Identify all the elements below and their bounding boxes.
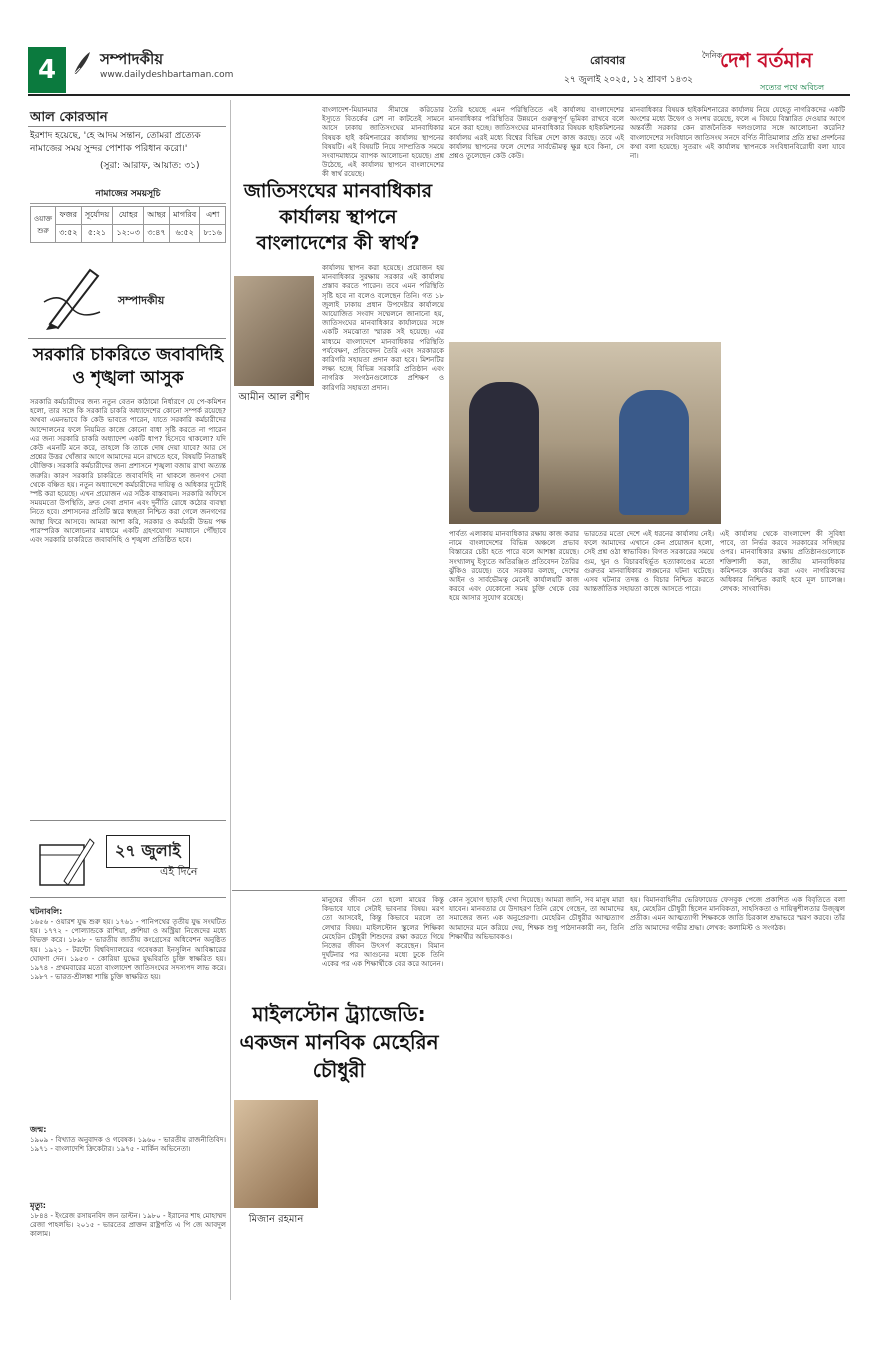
this-day-date: ২৭ জুলাই (106, 835, 190, 868)
prayer-title: নামাজের সময়সূচি (30, 186, 226, 204)
editorial-headline: সরকারি চাকরিতে জবাবদিহি ও শৃঙ্খলা আসুক (33, 345, 223, 388)
quill-icon (72, 50, 92, 76)
section-title: সম্পাদকীয় (100, 50, 164, 68)
prayer-name: এশা (200, 207, 226, 225)
prayer-time: ৫:২১ (81, 225, 113, 243)
article1-author-photo (234, 276, 314, 386)
prayer-table (30, 206, 226, 243)
events-list: ১৬৫৬ - ওয়ারশ যুদ্ধ শুরু হয়। ১৭৬১ - পানিপথের তৃতীয় যুদ্ধ সংঘটিত হয়। ১৭৭২ - পোল্যান্ডকে রাশিয়া, প্রুশিয়া ও অস্ট্রিয়া নিজেদের মধ্যে বিভক্ত করে। ১৮৯৮ - ভারতীয় জাতীয় কংগ্রেসের অধিবেশন অনুষ্ঠিত হয়। ১৯২১ - টরন্টো বিশ্ববিদ্যালয়ের গবেষকরা ইনসুলিন আবিষ্কারের ঘোষণা দেন। ১৯৫৩ - কোরিয়া যুদ্ধের যুদ্ধবিরতি চুক্তি স্বাক্ষরিত হয়। ১৯৭৪ - প্রথমবারের মতো বাংলাদেশ জাতিসংঘের সদস্যপদ লাভ করে। ১৯৮৭ - ভারত-শ্রীলঙ্কা শান্তি চুক্তি স্বাক্ষরিত হয়। (30, 918, 226, 982)
prayer-time: ৮:১৬ (200, 225, 226, 243)
editorial-banner: সম্পাদকীয় (118, 294, 165, 307)
article1-lower-col4: এই কার্যালয় থেকে বাংলাদেশ কী সুবিধা পাবে, তা নির্ভর করবে সরকারের সদিচ্ছার ওপর। মানবাধিকার রক্ষায় প্রতিষ্ঠানগুলোকে শক্তিশালী করা, জাতীয় মানবাধিকার কমিশনকে কার্যকর করা এবং নাগরিকদের অধিকার নিশ্চিত করাই হবে মূল চ্যালেঞ্জ। লেখক: সাংবাদিক। (720, 530, 845, 594)
article2-headline: মাইলস্টোন ট্র্যাজেডি: একজন মানবিক মেহেরিন চৌধুরী (239, 1002, 439, 1082)
article-separator (232, 890, 847, 891)
article1-col1: বাংলাদেশ-মিয়ানমার সীমান্তে করিডোর ইস্যুতে বিতর্কের রেশ না কাটতেই সামনে আসে ঢাকায় জাতিসংঘের মানবাধিকার বিষয়ক হাই কমিশনারের কার্যালয় স্থাপনের বিষয়টি। এই বিষয়টি নিয়ে সাম্প্রতিক সময়ে সংবাদমাধ্যমে ব্যাপক আলোচনা হয়েছে। প্রশ্ন উঠেছে, এই কার্যালয় স্থাপনে বাংলাদেশের কী স্বার্থ রয়েছে। (322, 106, 444, 179)
article1-col3: তৈরি হয়েছে এমন পরিস্থিতিতে এই কার্যালয় বাংলাদেশের মানবাধিকার পরিস্থিতির উন্নয়নে গুরুত্বপূর্ণ ভূমিকা রাখবে বলে মনে করা হচ্ছে। জাতিসংঘের মানবাধিকার বিষয়ক হাইকমিশনের কার্যালয় এরই মধ্যে বিশ্বের বিভিন্ন দেশে কাজ করছে। তবে এই কার্যালয় স্থাপনের ফলে দেশের সার্বভৌমত্ব ক্ষুণ্ণ হবে কিনা, সে প্রশ্নও তুলেছেন কেউ কেউ। (449, 106, 624, 161)
paper-name: দেশ বর্তমান (720, 48, 813, 72)
header-rule (28, 94, 850, 96)
prayer-time: ৬:৫২ (169, 225, 199, 243)
prayer-time: ১২:০৩ (113, 225, 144, 243)
photo-figure-right (619, 390, 689, 515)
births-label: জন্ম: (30, 1125, 47, 1134)
photo-figure-left (469, 382, 539, 512)
article1-author: আমীন আল রশীদ (238, 392, 310, 403)
article1-lower-col2: পার্বত্য এলাকায় মানবাধিকার রক্ষায় কাজ করার নামে বাংলাদেশের বিভিন্ন অঞ্চলে প্রভাব বিস্তারের চেষ্টা হতে পারে বলে আশঙ্কা রয়েছে। সংখ্যালঘু ইস্যুতে অতিরঞ্জিত প্রতিবেদন তৈরির ঝুঁকিও রয়েছে। তবে সরকার বলছে, দেশের আইন ও সার্বভৌমত্ব মেনেই কার্যালয়টি কাজ করবে এবং যেকোনো সময় চুক্তি থেকে বের হয়ে আসার সুযোগ রয়েছে। (449, 530, 579, 603)
article2-col1: মানুষের জীবন তো হলো মায়ের কিন্তু কিভাবে যাবে সেটাই ভাবনার বিষয়। মরণ তো আসবেই, কিন্তু কিভাবে মরলে তা লেখার বিষয়। মাইলস্টোন স্কুলের শিক্ষিকা মেহেরিন চৌধুরী শিশুদের রক্ষা করতে গিয়ে নিজের জীবন উৎসর্গ করেছেন। বিমান দুর্ঘটনার পর আগুনের মধ্যে ঢুকে তিনি একের পর এক শিক্ষার্থীকে বের করে আনেন। (322, 896, 444, 969)
article1-lower-col3: ভারতের মতো দেশে এই ধরনের কার্যালয় নেই। ফলে আমাদের এখানে কেন প্রয়োজন হলো, সেই প্রশ্ন ওঠা স্বাভাবিক। বিগত সরকারের সময়ে গুম, খুন ও বিচারবহির্ভূত হত্যাকাণ্ডের মতো গুরুতর মানবাধিকার লঙ্ঘনের ঘটনা ঘটেছে। এসব ঘটনার তদন্ত ও বিচার নিশ্চিত করতে আন্তর্জাতিক সহায়তা কাজে আসতে পারে। (584, 530, 714, 594)
website-link[interactable]: www.dailydeshbartaman.com (100, 70, 234, 80)
article1-headline: জাতিসংঘের মানবাধিকার কার্যালয় স্থাপনে বাংলাদেশের কী স্বার্থ? (243, 180, 433, 254)
page-number: 4 (28, 47, 66, 93)
prayer-time: ৩:৫২ (56, 225, 82, 243)
date-label: ২৭ জুলাই ২০২৫, ১২ শ্রাবণ ১৪৩২ (564, 75, 693, 85)
editorial-body: সরকারি কর্মচারীদের জন্য নতুন বেতন কাঠামো নির্ধারণে যে পে-কমিশন হলো, তার সঙ্গে কি সরকারি চাকরি অধ্যাদেশের কোনো সম্পর্ক রয়েছে? অথবা এমনভাবে কি কেউ ভাবতে পারেন, যাতে সরকারি কর্মচারীদের আন্দোলনের ফলে নিয়মিত কাজে কোনো বাধা সৃষ্টি করতে না পারেন এর জন্য সরকারি চাকরি অধ্যাদেশ একটি ধাপ? হিসেবে থাকলো? যদি কেউ এমনটি মনে করে, তাহলে কি তাকে দোষ দেয়া যাবে? আর সে প্রশ্নের উত্তর খোঁজার আগে আমাদের মনে রাখতে হবে, বিষয়টি নিতান্তই যৌক্তিক। সরকারি কর্মচারীদের জন্য প্রশাসনে শৃঙ্খলা বজায় রাখা অত্যন্ত জরুরি। কারণ সরকারি চাকরিতে জবাবদিহি না থাকলে জনগণ সেবা থেকে বঞ্চিত হয়। নতুন অধ্যাদেশে কর্মচারীদের দায়িত্ব ও অধিকার দুটোই স্পষ্ট করা হয়েছে। এখন প্রয়োজন এর সঠিক বাস্তবায়ন। সরকারি অফিসে সময়মতো উপস্থিতি, দ্রুত সেবা প্রদান এবং দুর্নীতি রোধে কঠোর ব্যবস্থা নিতে হবে। প্রশাসনের প্রতিটি স্তরে স্বচ্ছতা নিশ্চিত করা গেলে জনগণের আস্থা ফিরে আসবে। আমরা আশা করি, সরকার ও কর্মচারী উভয় পক্ষ পারস্পরিক আলোচনার মাধ্যমে একটি গ্রহণযোগ্য সমাধানে পৌঁছাবে এবং সরকারি চাকরিতে জবাবদিহি ও শৃঙ্খলা প্রতিষ্ঠিত হবে। (30, 398, 226, 545)
article1-photo (449, 342, 721, 524)
article1-col4-cont (726, 342, 845, 524)
events-label: ঘটনাবলি: (30, 907, 63, 916)
masthead-logo (720, 46, 850, 84)
quran-text: ইরশাদ হয়েছে, 'হে আদম সন্তান, তোমরা প্রত্যেক নামাজের সময় সুন্দর পোশাক পরিধান করো।' (30, 131, 201, 154)
day-label: রোববার (590, 54, 626, 67)
article1-col4: মানবাধিকার বিষয়ক হাইকমিশনারের কার্যালয় নিয়ে যেহেতু নাগরিকদের একটি অংশের মধ্যে উদ্বেগ ও সংশয় রয়েছে, ফলে এ বিষয়ে বিস্তারিত দেওয়ার আগে অন্তর্বর্তী সরকার কেন রাজনৈতিক দলগুলোর সঙ্গে আলোচনা করেনি? বাংলাদেশের সংবিধানে জাতিসংঘ সনদে বর্ণিত নীতিমালার প্রতি শ্রদ্ধা প্রদর্শনের কথা বলা হয়েছে। সুতরাং এই কার্যালয় স্থাপনকে সংবিধানবিরোধী বলা যাবে না। (630, 106, 846, 161)
editorial-pen-icon (40, 262, 110, 332)
this-day-sub: এই দিনে (160, 865, 198, 878)
prayer-name: মাগরিব (169, 207, 199, 225)
quran-rule (28, 126, 226, 127)
prayer-side-label: ওয়াক্ত শুরু (31, 207, 56, 243)
this-day-box (30, 820, 226, 898)
tagline: সত্যের পথে অবিচল (760, 83, 825, 92)
paper-prefix: দৈনিক (702, 51, 723, 60)
article2-author: মিজান রহমান (248, 1214, 304, 1225)
article2-col3: হয়। বিমানবাহিনীর ভেরিফায়েড ফেসবুক পেজে প্রকাশিত এক বিবৃতিতে বলা হয়, মেহেরিন চৌধুরী ছিলেন মানবিকতা, সাহসিকতা ও দায়িত্বশীলতার উজ্জ্বল প্রতীক। এমন আত্মত্যাগী শিক্ষককে জাতি চিরকাল শ্রদ্ধাভরে স্মরণ করবে। তাঁর প্রতি আমাদের গভীর শ্রদ্ধা। লেখক: কলামিস্ট ও সংগঠক। (630, 896, 845, 932)
deaths-list: ১৮৪৪ - ইংরেজ রসায়নবিদ জন ডাল্টন। ১৯৮০ - ইরানের শাহ মোহাম্মদ রেজা পাহলভি। ২০১৫ - ভারতের প্রাক্তন রাষ্ট্রপতি এ পি জে আবদুল কালাম। (30, 1212, 226, 1239)
prayer-name: সূর্যোদয় (81, 207, 113, 225)
article2-col2: কোন সুযোগ ছাড়াই দেখা দিয়েছে। আমরা জানি, সব মানুষ মারা যাবেন। মানবতার যে উদাহরণ তিনি রেখে গেছেন, তা আমাদের সমাজের জন্য এক অনুপ্রেরণা। মেহেরিন চৌধুরীর আত্মত্যাগ আমাদের মনে করিয়ে দেয়, শিক্ষক শুধু পাঠদানকারী নন, তিনি শিক্ষার্থীর অভিভাবকও। (449, 896, 624, 941)
prayer-name: ফজর (56, 207, 82, 225)
prayer-name: যোহর (113, 207, 144, 225)
prayer-box (30, 186, 226, 243)
article1-col2: কার্যালয় স্থাপন করা হয়েছে। প্রয়োজন হয় মানবাধিকার সুরক্ষায় সরকার এই কার্যালয় প্রস্তাব করতে পারেন। তবে এমন পরিস্থিতি সৃষ্টি হবে না বলেও বলেছেন তিনি। গত ১৮ জুলাই ঢাকায় প্রধান উপদেষ্টার কার্যালয়ে আয়োজিত সংবাদ সম্মেলনে জানানো হয়, জাতিসংঘের মানবাধিকার কার্যালয়ের সঙ্গে একটি সমঝোতা স্মারক সই হয়েছে। এর মাধ্যমে বাংলাদেশে মানবাধিকার পরিস্থিতি পর্যবেক্ষণ, প্রতিবেদন তৈরি এবং সরকারকে কারিগরি সহায়তা প্রদান করা হবে। মিশনটির লক্ষ্য হচ্ছে বিভিন্ন সরকারি প্রতিষ্ঠান এবং নাগরিক সংগঠনগুলোকে প্রশিক্ষণ ও কারিগরি সহায়তা প্রদান। (322, 264, 444, 392)
births-list: ১৯০৯ - বিখ্যাত অনুবাদক ও গবেষক। ১৯৬০ - ভারতীয় রাজনীতিবিদ। ১৯৭১ - বাংলাদেশি ক্রিকেটার। ১৯৭৫ - মার্কিন অভিনেতা। (30, 1136, 226, 1154)
quran-heading: আল কোরআন (30, 110, 108, 125)
editorial-rule (28, 338, 226, 339)
prayer-name: আছর (144, 207, 170, 225)
quran-ref: (সুরা: আরাফ, আয়াত: ৩১) (100, 161, 200, 171)
calendar-pen-icon (34, 831, 94, 891)
deaths-label: মৃত্যু: (30, 1201, 46, 1210)
column-divider (230, 100, 231, 1300)
prayer-time: ৩:৪৭ (144, 225, 170, 243)
article2-author-photo (234, 1100, 318, 1208)
